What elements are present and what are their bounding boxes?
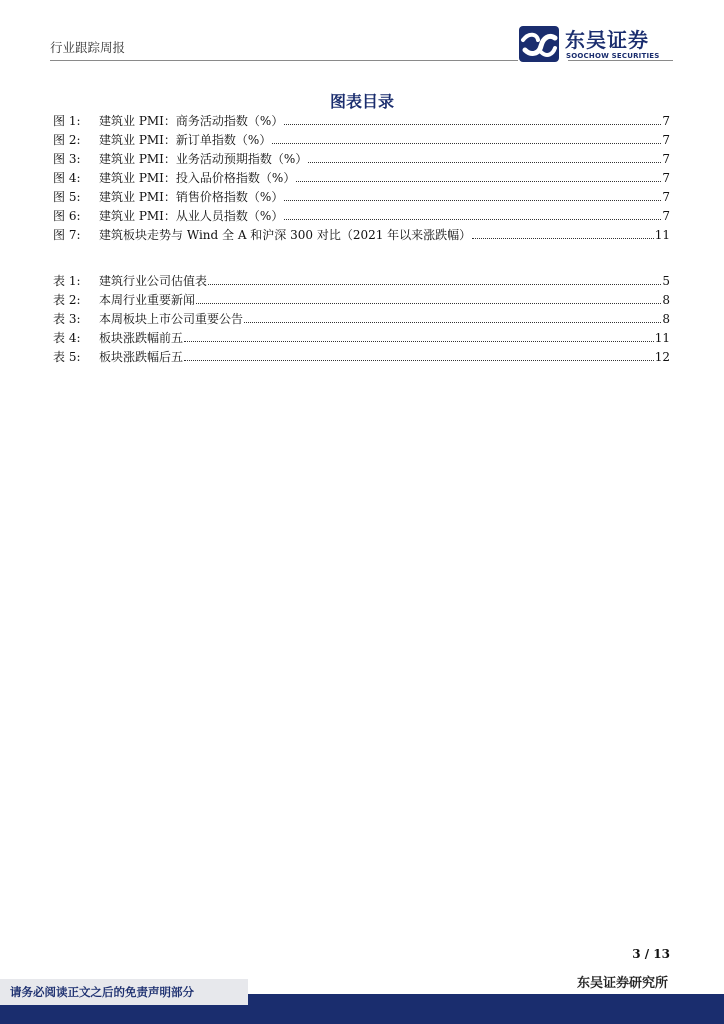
toc-entry-label: 板块涨跌幅前五 xyxy=(99,331,184,345)
toc-entry-number: 表 1: xyxy=(53,274,81,288)
toc-entry-number: 表 2: xyxy=(53,293,81,307)
toc-entry-number: 图 3: xyxy=(53,152,81,166)
toc-dot-leader xyxy=(244,312,661,323)
toc-dot-leader xyxy=(284,190,661,201)
toc-entry-label: 建筑行业公司估值表 xyxy=(99,274,208,288)
page-number: 3 / 13 xyxy=(632,947,670,961)
toc-entry-label: 建筑业 PMI：从业人员指数（%） xyxy=(99,209,284,223)
toc-dot-leader xyxy=(208,274,661,285)
toc-entry-label: 板块涨跌幅后五 xyxy=(99,350,184,364)
toc-entry[interactable] xyxy=(53,226,670,245)
toc-entry[interactable] xyxy=(53,207,670,226)
toc-entry[interactable] xyxy=(53,112,670,131)
toc-entry[interactable] xyxy=(53,169,670,188)
toc-entry-page: 7 xyxy=(662,152,670,166)
toc-entry-label: 建筑业 PMI：投入品价格指数（%） xyxy=(99,171,296,185)
toc-entry-number: 表 3: xyxy=(53,312,81,326)
toc-dot-leader xyxy=(284,114,661,125)
toc-entry[interactable] xyxy=(53,329,670,348)
header-divider-right xyxy=(568,60,673,61)
toc-entry-page: 12 xyxy=(654,350,670,364)
toc-dot-leader xyxy=(196,293,661,304)
toc-entry-number: 图 1: xyxy=(53,114,81,128)
toc-entry-number: 表 5: xyxy=(53,350,81,364)
toc-entry-page: 11 xyxy=(654,331,670,345)
toc-entry[interactable] xyxy=(53,272,670,291)
toc-entry-number: 图 7: xyxy=(53,228,81,242)
toc-dot-leader xyxy=(184,331,654,342)
toc-entry[interactable] xyxy=(53,291,670,310)
toc-dot-leader xyxy=(308,152,661,163)
toc-entry-number: 图 2: xyxy=(53,133,81,147)
toc-entry-label: 本周行业重要新闻 xyxy=(99,293,196,307)
toc-dot-leader xyxy=(472,228,654,239)
toc-entry-label: 建筑业 PMI：新订单指数（%） xyxy=(99,133,272,147)
footer-org-name: 东吴证券研究所 xyxy=(576,976,668,991)
toc-entry[interactable] xyxy=(53,188,670,207)
company-logo xyxy=(519,24,679,64)
toc-entry-page: 7 xyxy=(662,133,670,147)
toc-entry-page: 11 xyxy=(654,228,670,242)
table-list xyxy=(53,272,670,367)
toc-entry-label: 建筑业 PMI：商务活动指数（%） xyxy=(99,114,284,128)
report-type-label: 行业跟踪周报 xyxy=(50,40,126,55)
toc-entry-page: 7 xyxy=(662,171,670,185)
header-divider xyxy=(50,60,518,61)
toc-entry-page: 5 xyxy=(662,274,670,288)
logo-english-name: SOOCHOW SECURITIES xyxy=(566,52,660,60)
toc-entry-number: 图 4: xyxy=(53,171,81,185)
toc-entry-number: 图 5: xyxy=(53,190,81,204)
toc-entry-page: 8 xyxy=(662,293,670,307)
toc-entry[interactable] xyxy=(53,150,670,169)
toc-entry-page: 7 xyxy=(662,114,670,128)
toc-entry-label: 建筑板块走势与 Wind 全 A 和沪深 300 对比（2021 年以来涨跌幅） xyxy=(99,228,472,242)
toc-title: 图表目录 xyxy=(329,92,394,111)
toc-entry-label: 建筑业 PMI：业务活动预期指数（%） xyxy=(99,152,308,166)
toc-dot-leader xyxy=(184,350,654,361)
toc-entry[interactable] xyxy=(53,348,670,367)
toc-dot-leader xyxy=(296,171,661,182)
toc-entry-page: 8 xyxy=(662,312,670,326)
footer-disclaimer-note: 请务必阅读正文之后的免责声明部分 xyxy=(0,979,248,1005)
toc-entry-number: 图 6: xyxy=(53,209,81,223)
toc-entry-label: 建筑业 PMI：销售价格指数（%） xyxy=(99,190,284,204)
logo-mark-icon xyxy=(519,26,559,62)
toc-entry-number: 表 4: xyxy=(53,331,81,345)
logo-chinese-name: 东吴证券 xyxy=(565,28,649,52)
toc-entry-label: 本周板块上市公司重要公告 xyxy=(99,312,244,326)
toc-entry[interactable] xyxy=(53,131,670,150)
toc-entry-page: 7 xyxy=(662,209,670,223)
toc-entry[interactable] xyxy=(53,310,670,329)
figure-list xyxy=(53,112,670,245)
toc-entry-page: 7 xyxy=(662,190,670,204)
toc-dot-leader xyxy=(284,209,661,220)
toc-dot-leader xyxy=(272,133,661,144)
